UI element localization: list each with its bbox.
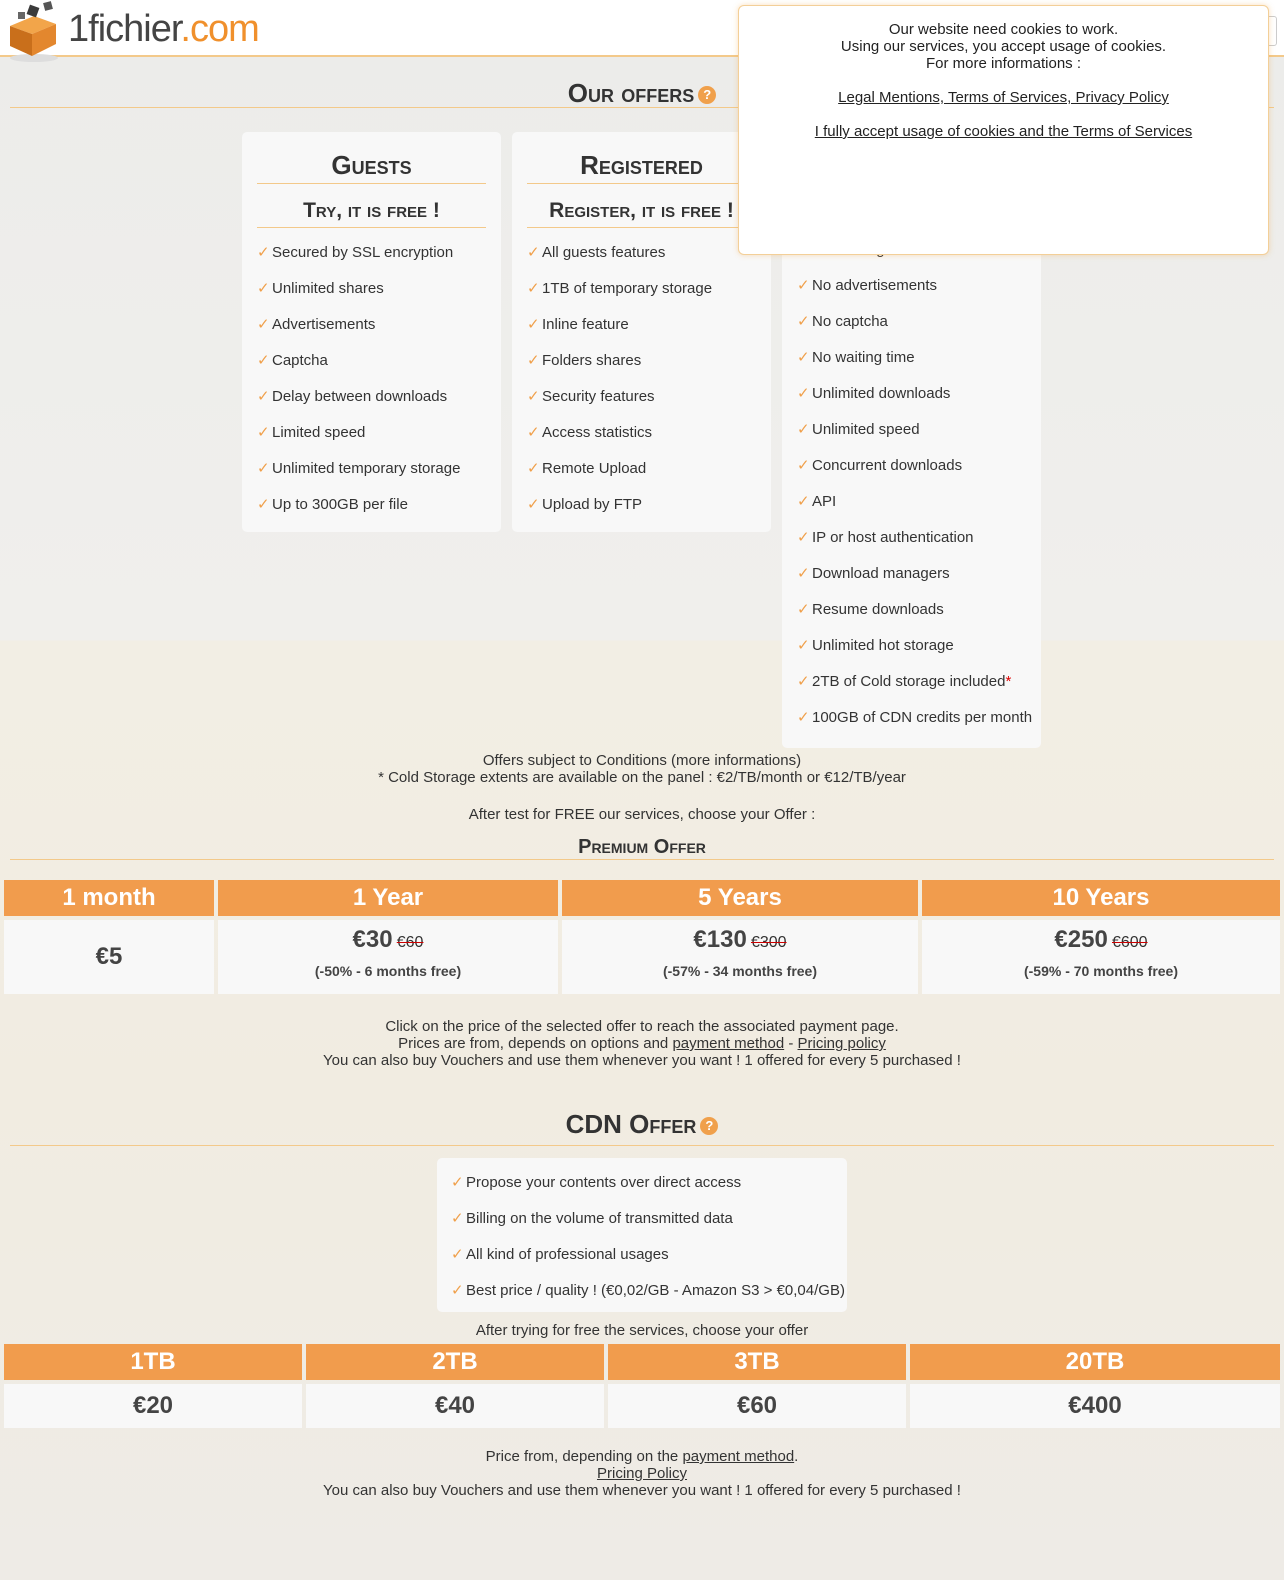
registered-offer-card [512, 132, 771, 532]
check-icon: ✓ [257, 388, 270, 405]
check-icon: ✓ [257, 352, 270, 369]
check-icon: ✓ [451, 1282, 464, 1299]
payment-method-link[interactable]: payment method [672, 1035, 785, 1052]
feature-label: All guests features [542, 244, 666, 261]
check-icon: ✓ [797, 421, 810, 438]
cookie-consent-dialog [738, 5, 1269, 255]
feature-label: 1TB of temporary storage [542, 280, 713, 297]
guests-card-subtitle: Try, it is free ! [257, 184, 486, 228]
cdn-payment-method-link[interactable]: payment method [682, 1448, 795, 1465]
feature-label: 2TB of Cold storage included [812, 673, 1006, 690]
feature-label: Upload by FTP [542, 496, 643, 513]
cdn-title-text: CDN Offer [565, 1109, 697, 1139]
cdn-header-2tb: 2TB [306, 1344, 604, 1380]
price-value: €130 [693, 926, 747, 953]
feature-item [257, 459, 486, 495]
feature-label: Captcha [272, 352, 328, 369]
feature-item [797, 420, 1026, 456]
conditions-prefix: Offers subject to Conditions ( [482, 752, 677, 769]
cold-storage-note: * Cold Storage extents are available on the panel : €2/TB/month or €12/TB/year [378, 769, 906, 786]
feature-item [797, 528, 1026, 564]
feature-label: Security features [542, 388, 655, 405]
check-icon: ✓ [257, 424, 270, 441]
feature-item [797, 276, 1026, 312]
price-savings: (-50% - 6 months free) [314, 963, 462, 979]
feature-item [797, 672, 1026, 708]
feature-item [527, 315, 756, 351]
check-icon: ✓ [257, 496, 270, 513]
cdn-header-20tb: 20TB [910, 1344, 1280, 1380]
feature-label: No waiting time [812, 349, 915, 366]
feature-label: Resume downloads [812, 601, 944, 618]
premium-note-1: Click on the price of the selected offer to reach the associated payment page. [385, 1018, 899, 1035]
check-icon: ✓ [257, 244, 270, 261]
check-icon: ✓ [797, 277, 810, 294]
check-icon: ✓ [797, 709, 810, 726]
feature-label: Unlimited downloads [812, 385, 951, 402]
cdn-note-1 [0, 1448, 1284, 1465]
price-value: €5 [95, 943, 123, 970]
feature-label: Remote Upload [542, 460, 647, 477]
check-icon: ✓ [257, 460, 270, 477]
cdn-note-2 [0, 1465, 1284, 1482]
plan-header-1-year: 1 Year [218, 880, 558, 916]
cdn-help-icon[interactable]: ? [700, 1117, 718, 1135]
feature-item [797, 636, 1026, 672]
price-value: €30 [352, 926, 393, 953]
premium-title-text: Premium Offer [578, 836, 706, 858]
plan-price-1-month[interactable] [4, 920, 214, 994]
check-icon: ✓ [797, 637, 810, 654]
plan-header-10-years: 10 Years [922, 880, 1280, 916]
cdn-pricing-policy-link[interactable]: Pricing Policy [596, 1465, 688, 1482]
conditions-suffix: ) [796, 752, 802, 769]
feature-label: Unlimited hot storage [812, 637, 954, 654]
price-savings: (-59% - 70 months free) [1023, 963, 1179, 979]
registered-card-subtitle: Register, it is free ! [527, 184, 756, 228]
feature-item [797, 312, 1026, 348]
footnote-star: * [1005, 673, 1012, 690]
offers-title-text: Our offers [567, 78, 695, 108]
feature-label: Billing on the volume of transmitted data [466, 1210, 733, 1227]
feature-label: Secured by SSL encryption [272, 244, 454, 261]
cdn-price-2tb[interactable] [306, 1384, 604, 1428]
feature-item [451, 1173, 833, 1209]
feature-item [797, 600, 1026, 636]
note-text: . [794, 1448, 799, 1465]
more-informations-link[interactable]: more informations [676, 752, 797, 769]
plan-header-5-years: 5 Years [562, 880, 918, 916]
after-test-text: After test for FREE our services, choose your Offer : [468, 806, 816, 823]
feature-item [257, 423, 486, 459]
logo-text-part1: 1fichier [68, 8, 181, 50]
logo-text-part2: .com [180, 8, 259, 50]
check-icon: ✓ [257, 316, 270, 333]
note-text: Prices are from, depends on options and [398, 1035, 673, 1052]
check-icon: ✓ [527, 496, 540, 513]
feature-label: Concurrent downloads [812, 457, 963, 474]
check-icon: ✓ [527, 316, 540, 333]
feature-item [451, 1209, 833, 1245]
feature-item [797, 708, 1033, 744]
feature-label: Advertisements [272, 316, 376, 333]
cdn-price-3tb[interactable] [608, 1384, 906, 1428]
premium-note-3: You can also buy Vouchers and use them whenever you want ! 1 offered for every 5 purchased ! [323, 1052, 961, 1069]
legal-mentions-link[interactable]: Legal Mentions, Terms of Services, Privacy Policy [838, 89, 1169, 106]
accept-cookies-link[interactable]: I fully accept usage of cookies and the Terms of Services [814, 123, 1193, 140]
plan-price-10-years[interactable] [922, 920, 1280, 994]
premium-section-title [10, 836, 1274, 860]
cookie-line-1: Our website need cookies to work. [888, 21, 1119, 38]
feature-label: Download managers [812, 565, 950, 582]
check-icon: ✓ [451, 1210, 464, 1227]
check-icon: ✓ [527, 280, 540, 297]
check-icon: ✓ [527, 460, 540, 477]
price-value: €400 [1068, 1392, 1122, 1419]
registered-card-title: Registered [527, 132, 756, 184]
feature-item [527, 243, 756, 279]
feature-item [451, 1245, 833, 1281]
check-icon: ✓ [797, 529, 810, 546]
feature-item [257, 315, 486, 351]
feature-label: IP or host authentication [812, 529, 974, 546]
feature-label: Folders shares [542, 352, 642, 369]
pricing-policy-link[interactable]: Pricing policy [797, 1035, 886, 1052]
feature-item [527, 495, 756, 531]
cdn-feature-card [437, 1158, 847, 1312]
feature-item [797, 492, 1026, 528]
feature-label: Delay between downloads [272, 388, 448, 405]
price-old: €60 [396, 934, 424, 951]
feature-item [257, 351, 486, 387]
cdn-header-1tb: 1TB [4, 1344, 302, 1380]
feature-label: Unlimited shares [272, 280, 384, 297]
check-icon: ✓ [797, 349, 810, 366]
check-icon: ✓ [451, 1246, 464, 1263]
feature-label: No captcha [812, 313, 888, 330]
cdn-header-3tb: 3TB [608, 1344, 906, 1380]
cookie-line-2: Using our services, you accept usage of cookies. [840, 38, 1167, 55]
guests-offer-card [242, 132, 501, 532]
registered-feature-list [527, 243, 756, 531]
price-value: €250 [1054, 926, 1108, 953]
cdn-after-text: After trying for free the services, choose your offer [475, 1322, 809, 1339]
feature-item [527, 459, 756, 495]
feature-item [797, 384, 1026, 420]
feature-label: Access statistics [542, 424, 653, 441]
check-icon: ✓ [527, 352, 540, 369]
price-value: €60 [736, 1392, 778, 1419]
feature-item [797, 564, 1026, 600]
price-savings: (-57% - 34 months free) [662, 963, 818, 979]
cdn-feature-list [451, 1173, 845, 1317]
feature-label: Unlimited speed [812, 421, 920, 438]
feature-label: Propose your contents over direct access [466, 1174, 742, 1191]
cdn-section-title [10, 1108, 1274, 1146]
check-icon: ✓ [797, 385, 810, 402]
cookie-line-3: For more informations : [925, 55, 1082, 72]
check-icon: ✓ [257, 280, 270, 297]
box-logo-icon [6, 0, 66, 64]
conditions-text [0, 752, 1284, 769]
feature-item [527, 279, 756, 315]
feature-label: Inline feature [542, 316, 629, 333]
plan-header-1-month: 1 month [4, 880, 214, 916]
check-icon: ✓ [797, 601, 810, 618]
price-value: €40 [434, 1392, 476, 1419]
feature-label: All kind of professional usages [466, 1246, 669, 1263]
price-old: €600 [1111, 934, 1148, 951]
check-icon: ✓ [797, 313, 810, 330]
cdn-note-3: You can also buy Vouchers and use them whenever you want ! 1 offered for every 5 purchased ! [323, 1482, 961, 1499]
price-value: €20 [132, 1392, 174, 1419]
check-icon: ✓ [797, 673, 810, 690]
note-separator: - [784, 1035, 798, 1052]
feature-item [527, 351, 756, 387]
cdn-price-1tb[interactable] [4, 1384, 302, 1428]
feature-label: 100GB of CDN credits per month [812, 709, 1033, 726]
feature-item [257, 387, 486, 423]
premium-note-2 [0, 1035, 1284, 1052]
check-icon: ✓ [797, 565, 810, 582]
site-logo[interactable] [6, 0, 259, 64]
check-icon: ✓ [527, 424, 540, 441]
price-old: €300 [750, 934, 787, 951]
feature-item [527, 423, 756, 459]
check-icon: ✓ [451, 1174, 464, 1191]
note-text: Price from, depending on the [485, 1448, 683, 1465]
feature-item [257, 495, 486, 531]
feature-label: No advertisements [812, 277, 938, 294]
feature-item [797, 348, 1026, 384]
feature-label: Limited speed [272, 424, 366, 441]
check-icon: ✓ [797, 457, 810, 474]
guests-card-title: Guests [257, 132, 486, 184]
plan-price-1-year[interactable] [218, 920, 558, 994]
premium-feature-list [797, 240, 1033, 744]
feature-label: API [812, 493, 837, 510]
feature-label: Up to 300GB per file [272, 496, 408, 513]
offers-help-icon[interactable]: ? [698, 86, 716, 104]
cdn-price-20tb[interactable] [910, 1384, 1280, 1428]
feature-label: Best price / quality ! (€0,02/GB - Amazon S3 > €0,04/GB) [466, 1282, 845, 1299]
logo-text [68, 8, 259, 51]
feature-item [797, 456, 1026, 492]
check-icon: ✓ [527, 388, 540, 405]
check-icon: ✓ [527, 244, 540, 261]
feature-item [257, 243, 486, 279]
check-icon: ✓ [797, 493, 810, 510]
plan-price-5-years[interactable] [562, 920, 918, 994]
feature-item [451, 1281, 845, 1317]
feature-label: Unlimited temporary storage [272, 460, 461, 477]
guests-feature-list [257, 243, 486, 531]
feature-item [527, 387, 756, 423]
feature-item [257, 279, 486, 315]
